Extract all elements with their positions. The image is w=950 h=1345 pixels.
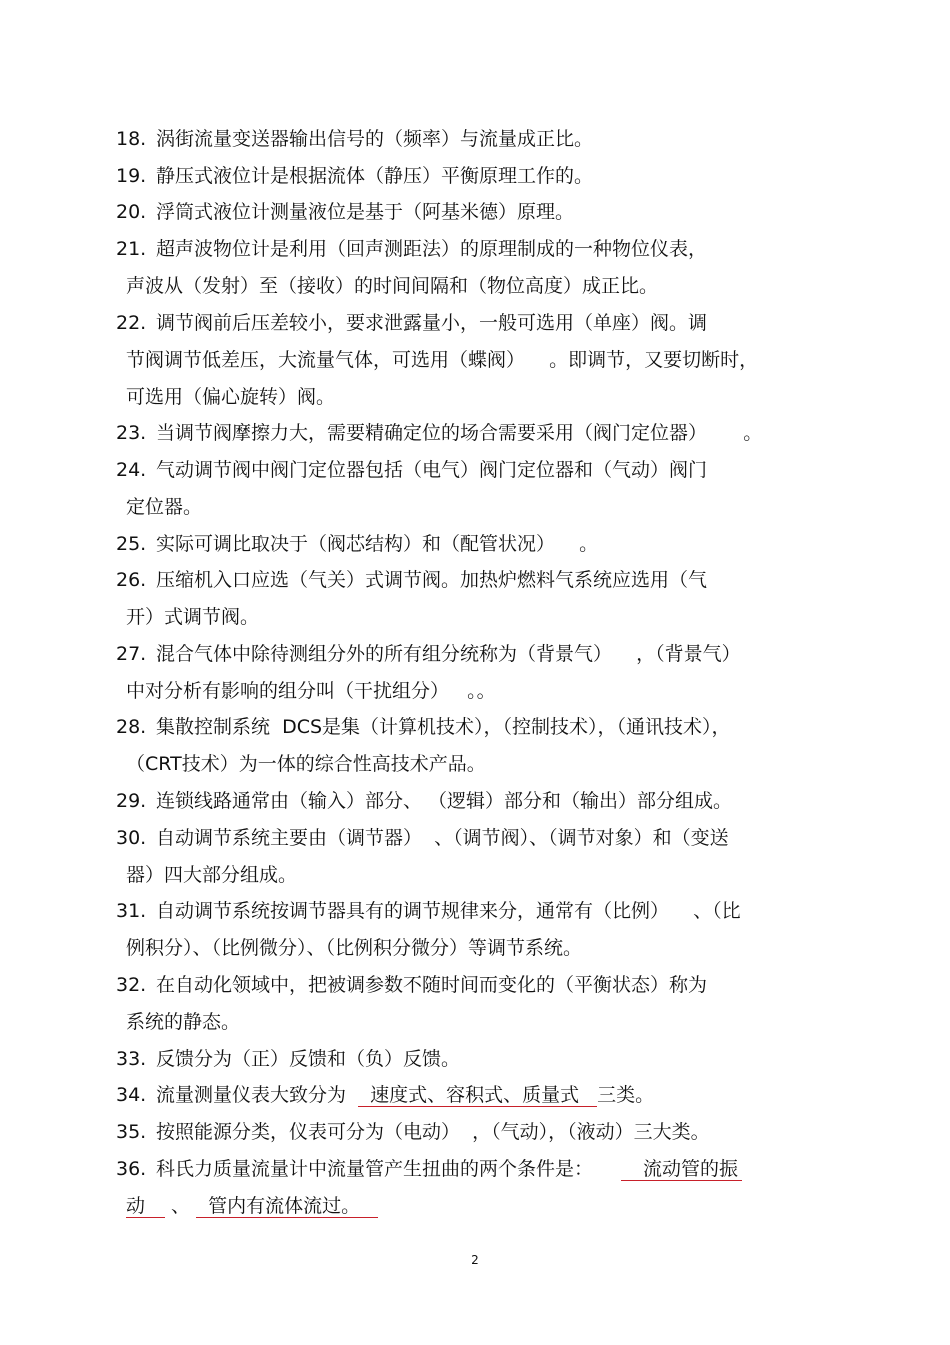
question-25 [116, 526, 816, 563]
question-26 [116, 562, 816, 636]
item-number: 29. [116, 790, 147, 812]
question-31 [116, 893, 816, 967]
item-number: 36. [116, 1158, 147, 1180]
item-text: 实际可调比取决于（阀芯结构）和（配管状况） 。 [156, 533, 599, 555]
item-text-continued: 声波从（发射）至（接收）的时间间隔和（物位高度）成正比。 [126, 275, 659, 297]
question-22 [116, 305, 816, 416]
item-text-continued: 节阀调节低差压，大流量气体，可选用（蝶阀） 。即调节，又要切断时， [126, 349, 759, 371]
item-number: 31. [116, 900, 147, 922]
item-text-continued: 器）四大部分组成。 [126, 864, 298, 886]
item-number: 21. [116, 238, 147, 260]
item-number: 25. [116, 533, 147, 555]
item-number: 34. [116, 1084, 147, 1106]
question-30 [116, 820, 816, 894]
question-24 [116, 452, 816, 526]
question-28 [116, 709, 816, 783]
question-33 [116, 1041, 816, 1078]
question-20 [116, 194, 816, 231]
item-text-continued: 中对分析有影响的组分叫（干扰组分） 。。 [126, 680, 496, 702]
item-text: 混合气体中除待测组分外的所有组分统称为（背景气） ，（背景气） [156, 643, 741, 665]
question-27 [116, 636, 816, 710]
separator: 、 [165, 1195, 197, 1217]
item-text: 当调节阀摩擦力大，需要精确定位的场合需要采用（阀门定位器） 。 [156, 422, 763, 444]
item-text: 反馈分为（正）反馈和（负）反馈。 [156, 1048, 461, 1070]
item-text-continued: 例积分）、（比例微分）、（比例积分微分）等调节系统。 [126, 937, 583, 959]
answer-underline: 流动管的振 [621, 1158, 742, 1181]
item-number: 24. [116, 459, 147, 481]
item-text: 自动调节系统主要由（调节器） 、（调节阀）、（调节对象）和（变送 [156, 827, 729, 849]
item-number: 28. [116, 716, 147, 738]
page-number: 2 [471, 1253, 479, 1267]
item-text: 超声波物位计是利用（回声测距法）的原理制成的一种物位仪表， [156, 238, 708, 260]
item-number: 23. [116, 422, 147, 444]
answer-underline: 管内有流体流过。 [196, 1195, 378, 1218]
item-text: 流量测量仪表大致分为 [156, 1084, 359, 1106]
question-36 [116, 1151, 816, 1225]
item-number: 26. [116, 569, 147, 591]
item-number: 19. [116, 165, 147, 187]
item-text-continued: 定位器。 [126, 496, 203, 518]
item-number: 30. [116, 827, 147, 849]
item-text-continued: 开）式调节阀。 [126, 606, 260, 628]
item-text-continued: 系统的静态。 [126, 1011, 241, 1033]
item-text: 气动调节阀中阀门定位器包括（电气）阀门定位器和（气动）阀门 [156, 459, 708, 481]
item-number: 18. [116, 128, 147, 150]
item-text: 按照能源分类，仪表可分为（电动） ，（气动），（液动）三大类。 [156, 1121, 710, 1143]
item-text: 浮筒式液位计测量液位是基于（阿基米德）原理。 [156, 201, 575, 223]
answer-underline: 动 [126, 1195, 165, 1218]
item-text: 连锁线路通常由（输入）部分、 （逻辑）部分和（输出）部分组成。 [156, 790, 733, 812]
item-number: 35. [116, 1121, 147, 1143]
question-21 [116, 231, 816, 305]
item-text: 自动调节系统按调节器具有的调节规律来分，通常有（比例） 、（比 [156, 900, 741, 922]
item-text: 集散控制系统 DCS是集（计算机技术），（控制技术），（通讯技术）， [156, 716, 731, 738]
question-32 [116, 967, 816, 1041]
item-text-continued: （CRT技术）为一体的综合性高技术产品。 [126, 753, 486, 775]
item-text: 科氏力质量流量计中流量管产生扭曲的两个条件是： [156, 1158, 594, 1180]
question-29 [116, 783, 816, 820]
question-34 [116, 1077, 816, 1114]
question-19 [116, 158, 816, 195]
question-18 [116, 121, 816, 158]
item-text: 静压式液位计是根据流体（静压）平衡原理工作的。 [156, 165, 594, 187]
item-text: 压缩机入口应选（气关）式调节阀。加热炉燃料气系统应选用（气 [156, 569, 708, 591]
item-text: 涡街流量变送器输出信号的（频率）与流量成正比。 [156, 128, 594, 150]
item-number: 32. [116, 974, 147, 996]
question-35 [116, 1114, 816, 1151]
item-number: 20. [116, 201, 147, 223]
item-number: 33. [116, 1048, 147, 1070]
item-text: 在自动化领域中，把被调参数不随时间而变化的（平衡状态）称为 [156, 974, 708, 996]
item-text-tail: 三类。 [597, 1084, 655, 1106]
item-text: 调节阀前后压差较小，要求泄露量小，一般可选用（单座）阀。调 [156, 312, 708, 334]
item-number: 22. [116, 312, 147, 334]
item-text-continued: 可选用（偏心旋转）阀。 [126, 386, 336, 408]
answer-underline: 速度式、容积式、质量式 [358, 1084, 597, 1107]
item-number: 27. [116, 643, 147, 665]
question-23 [116, 415, 816, 452]
